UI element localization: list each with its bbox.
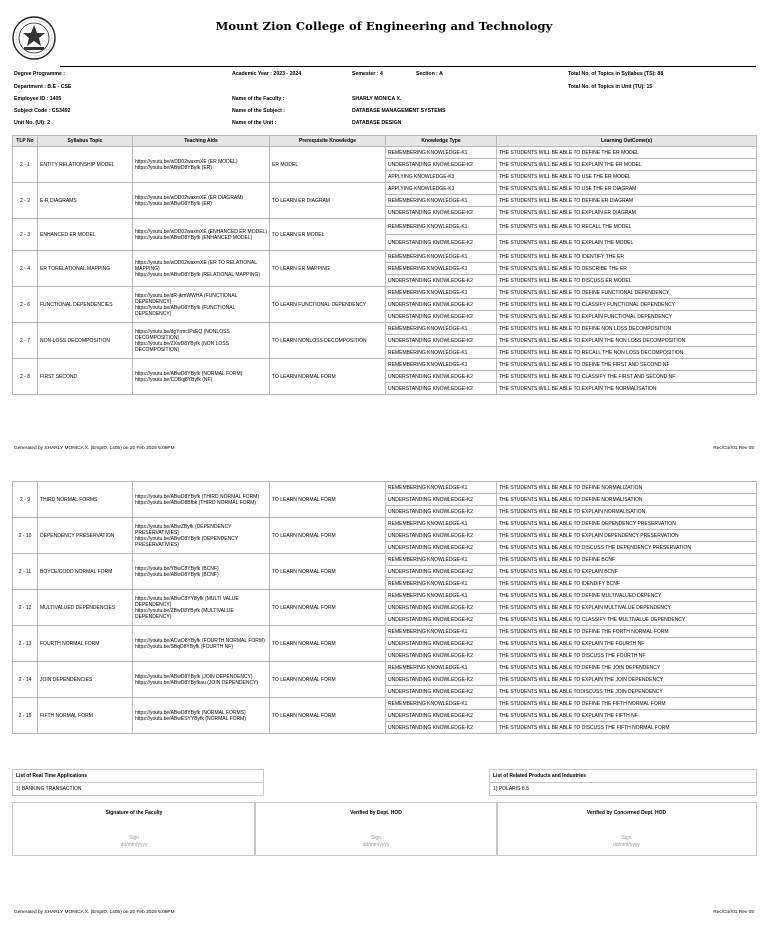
footer-ref: Rec/Cor/01 Rev 05 (713, 446, 754, 451)
prerequisite-cell: TO LEARN FUNCTIONAL DEPENDENCY (270, 287, 386, 323)
table-row (13, 662, 757, 674)
total-topics-syllabus: Total No. of Topics in Syllabus (TS): 88 (568, 71, 664, 77)
learning-outcome-cell: THE STUDENTS WILL BE ABLE TO DEFINE NORMALISATION (497, 494, 757, 506)
teaching-aids-cell: https://youtu.be/ABwZByfk (DEPENDENCY PRESERVATIVIES) https://youtu.be/ABwD8YByfk (DEPENDENCY PRESERVATIVIES) (133, 518, 270, 554)
learning-outcome-cell: THE STUDENTS WILL BE ABLE TO EXPLAIN THE ER MODEL (497, 159, 757, 171)
knowledge-type-cell: REMEMBERING KNOWLEDGE-K1 (386, 251, 497, 263)
knowledge-type-cell: APPLYING KNOWLEDGE-K3 (386, 171, 497, 183)
teaching-aids-cell: https://youtu.be/ABwD8YByfk (JOIN DEPENDENCY) https://youtu.be/ABwD8YByfkau (JOIN DEPENDENCY) (133, 662, 270, 698)
prerequisite-cell: TO LEARN NORMAL FORM (270, 590, 386, 626)
syllabus-topic-cell: FIRST SECOND (38, 359, 133, 395)
knowledge-type-cell: REMEMBERING KNOWLEDGE-K1 (386, 662, 497, 674)
table-row (13, 323, 757, 335)
lesson-plan-table-page-2 (12, 481, 757, 734)
knowledge-type-cell: REMEMBERING KNOWLEDGE-K1 (386, 554, 497, 566)
teaching-aids-cell: https://youtu.be/wDD02waxmXE (ENHANCED ER MODEL) https://youtu.be/ABwD8YByfk (ENHANCED MODEL) (133, 219, 270, 251)
teaching-aids-cell: https://youtu.be/ABwC8YYByfk (MULTI VALUE DEPENDENCY) https://youtu.be/ZBwD8YByfk (MULTIVALUE DEPENDENCY) (133, 590, 270, 626)
department: Department : B.E - CSE (14, 84, 72, 90)
learning-outcome-cell: THE STUDENTS WILL BE ABLE TO DEFINE THE FORTH NORMAL FORM (497, 626, 757, 638)
syllabus-topic-cell: E-R DIAGRAMS (38, 183, 133, 219)
learning-outcome-cell: THE STUDENTS WILL BE ABLE TO DEFINE THE JOIN DEPENDENCY (497, 662, 757, 674)
footer-generated-2: Generated by SHARLY MONICA X. (EmpID: 1405) on 20 Feb 2025 5:09PM (14, 910, 175, 915)
tlp-cell: 2 - 4 (13, 251, 38, 287)
knowledge-type-cell: UNDERSTANDING KNOWLEDGE-K2 (386, 638, 497, 650)
knowledge-type-cell: REMEMBERING KNOWLEDGE-K1 (386, 626, 497, 638)
teaching-aids-cell: https://youtu.be/wDD02waxmXE (ER DIAGRAM) https://youtu.be/ABwD8YByfk (ER) (133, 183, 270, 219)
col-header-tlp: TLP No (13, 136, 38, 147)
teaching-aids-cell: https://youtu.be/dgYrmcIPsEQ (NONLOSS DECOMPOSITION) https://youtu.be/ZXwD8YByfk (NON LOSS DECOMPOSITION) (133, 323, 270, 359)
learning-outcome-cell: THE STUDENTS WILL BE ABLE TO DEFINE FUNCTIONAL DEPENDENCY (497, 287, 757, 299)
learning-outcome-cell: THE STUDENTS WILL BE ABLE TO DEFINE DEPENDENCY PRESERVATION (497, 518, 757, 530)
academic-year: Academic Year : 2023 - 2024 (232, 71, 302, 77)
tlp-cell: 2 - 3 (13, 219, 38, 251)
tlp-cell: 2 - 1 (13, 147, 38, 183)
application-item: 1) BANKING TRANSACTION (16, 786, 82, 792)
subject-label: Name of the Subject : (232, 108, 286, 114)
syllabus-topic-cell: BOYCE/CODD NORMAL FORM (38, 554, 133, 590)
prerequisite-cell: ER MODEL (270, 147, 386, 183)
tlp-cell: 2 - 14 (13, 662, 38, 698)
col-header-aids: Teaching Aids (133, 136, 270, 147)
learning-outcome-cell: THE STUDENTS WILL BE ABLE TO EXPLAIN THE FOURTH NF (497, 638, 757, 650)
signature-faculty (12, 802, 256, 856)
teaching-aids-cell: https://youtu.be/ABwD8YByfk (NORMAL FORM) https://youtu.be/CDBqj8YByfk (NF) (133, 359, 270, 395)
learning-outcome-cell: THE STUDENTS WILL BE ABLE TO DISCUSS ER MODEL (497, 275, 757, 287)
table-row (13, 219, 757, 235)
learning-outcome-cell: THE STUDENTS WILL BE ABLE TO DEFINE NON LOSS DECOMPOSITION (497, 323, 757, 335)
col-header-outcome: Learning OutCome(s) (497, 136, 757, 147)
knowledge-type-cell: REMEMBERING KNOWLEDGE-K1 (386, 263, 497, 275)
table-row (13, 183, 757, 195)
syllabus-topic-cell: FIFTH NORMAL FORM (38, 698, 133, 734)
learning-outcome-cell: THE STUDENTS WILL BE ABLE TO USE THE ER MODEL (497, 171, 757, 183)
header-divider (60, 66, 756, 67)
applications-title: List of Real Time Applications (13, 770, 263, 783)
knowledge-type-cell: UNDERSTANDING KNOWLEDGE-K2 (386, 159, 497, 171)
knowledge-type-cell: UNDERSTANDING KNOWLEDGE-K2 (386, 383, 497, 395)
tlp-cell: 2 - 2 (13, 183, 38, 219)
tlp-cell: 2 - 9 (13, 482, 38, 518)
learning-outcome-cell: THE STUDENTS WILL BE ABLE TO DISCUSS THE FIFTH NORMAL FORM (497, 722, 757, 734)
syllabus-topic-cell: JOIN DEPENDENCIES (38, 662, 133, 698)
learning-outcome-cell: THE STUDENTS WILL BE ABLE TO IDENDIFY BCNF (497, 578, 757, 590)
table-row (13, 626, 757, 638)
semester: Semester : 4 (352, 71, 383, 77)
knowledge-type-cell: REMEMBERING KNOWLEDGE-K1 (386, 590, 497, 602)
table-header-row (13, 136, 757, 147)
prerequisite-cell: TO LEARN ER MAPPING (270, 251, 386, 287)
teaching-aids-cell: https://youtu.be/YBwC8YByfk (BCNF) https://youtu.be/ABwD8YByfk (BCNF) (133, 554, 270, 590)
table-row (13, 251, 757, 263)
knowledge-type-cell: UNDERSTANDING KNOWLEDGE-K2 (386, 335, 497, 347)
knowledge-type-cell: REMEMBERING KNOWLEDGE-K1 (386, 287, 497, 299)
knowledge-type-cell: REMEMBERING KNOWLEDGE-K1 (386, 195, 497, 207)
syllabus-topic-cell: NON-LOSS DECOMPOSITION (38, 323, 133, 359)
signature-concerned-hod-date: dd/mm/yyyy (613, 842, 640, 848)
syllabus-topic-cell: MULTIVALUED DEPENDENCIES (38, 590, 133, 626)
degree-programme: Degree Programme : (14, 71, 66, 77)
prerequisite-cell: TO LEARN NORMAL FORM (270, 359, 386, 395)
knowledge-type-cell: UNDERSTANDING KNOWLEDGE-K2 (386, 602, 497, 614)
learning-outcome-cell: THE STUDENTS WILL BE ABLE TO DEFINE THE ER MODEL (497, 147, 757, 159)
table-row (13, 482, 757, 494)
learning-outcome-cell: THE STUDENTS WILL BE ABLE TO EXPLAIN THE JOIN DEPENDENCY (497, 674, 757, 686)
signature-concerned-hod-sign: Sign (621, 835, 632, 841)
unit-name: DATABASE DESIGN (352, 120, 402, 126)
table-row (13, 590, 757, 602)
faculty-name: SHARLY MONICA X. (352, 96, 402, 102)
signature-concerned-hod-title: Verified by Concerned Dept. HOD (586, 810, 667, 816)
signature-faculty-title: Signature of the Faculty (105, 810, 163, 816)
signature-faculty-date: dd/mm/yyyy (120, 842, 148, 848)
syllabus-topic-cell: ER TORELATIONAL MAPPING (38, 251, 133, 287)
teaching-aids-cell: https://youtu.be/ACwD8YByfk (FOURTH NORMAL FORM) https://youtu.be/SBqD8YByfk (FOURTH NF) (133, 626, 270, 662)
syllabus-topic-cell: THIRD NORMAL FORMS (38, 482, 133, 518)
knowledge-type-cell: UNDERSTANDING KNOWLEDGE-K2 (386, 674, 497, 686)
table-row (13, 359, 757, 371)
prerequisite-cell: TO LEARN NORMAL FORM (270, 482, 386, 518)
section: Section : A (416, 71, 443, 77)
syllabus-topic-cell: DEPENDENCY PRESERVATION (38, 518, 133, 554)
knowledge-type-cell: REMEMBERING KNOWLEDGE-K1 (386, 219, 497, 235)
learning-outcome-cell: THE STUDENTS WILL BE ABLE TO EXPLAIN BCNF (497, 566, 757, 578)
learning-outcome-cell: THE STUDENTS WILL BE ABLE TO DEFINE ER DIAGRAM (497, 195, 757, 207)
learning-outcome-cell: THE STUDENTS WILL BE ABLE TO DEFINE NORMALIZATION (497, 482, 757, 494)
tlp-cell: 2 - 6 (13, 287, 38, 323)
knowledge-type-cell: REMEMBERING KNOWLEDGE-K1 (386, 147, 497, 159)
tlp-cell: 2 - 10 (13, 518, 38, 554)
signature-dept-hod-title: Verified by Dept. HOD (350, 810, 402, 816)
signature-dept-hod-sign: Sign (370, 835, 381, 841)
learning-outcome-cell: THE STUDENTS WILL BE ABLE TO DESCRIBE THE ER (497, 263, 757, 275)
lesson-plan-table-page-1 (12, 135, 757, 395)
learning-outcome-cell: THE STUDENTS WILL BE ABLE TO CLASSIFY FUNCTIONAL DEPENDENCY (497, 299, 757, 311)
knowledge-type-cell: UNDERSTANDING KNOWLEDGE-K2 (386, 494, 497, 506)
footer-ref-2: Rec/Cor/01 Rev 05 (713, 910, 754, 915)
knowledge-type-cell: UNDERSTANDING KNOWLEDGE-K2 (386, 506, 497, 518)
table-row (13, 554, 757, 566)
knowledge-type-cell: UNDERSTANDING KNOWLEDGE-K2 (386, 207, 497, 219)
knowledge-type-cell: REMEMBERING KNOWLEDGE-K1 (386, 359, 497, 371)
table-row (13, 698, 757, 710)
col-header-topic: Syllabus Topic (38, 136, 133, 147)
learning-outcome-cell: THE STUDENTS WILL BE ABLE TO DISCUSS THE DEPENDENCY PRESERVATION (497, 542, 757, 554)
table-row (13, 518, 757, 530)
knowledge-type-cell: UNDERSTANDING KNOWLEDGE-K2 (386, 235, 497, 251)
learning-outcome-cell: THE STUDENTS WILL BE ABLE TO EXPLAIN THE FIFTH NF (497, 710, 757, 722)
prerequisite-cell: TO LEARN NORMAL FORM (270, 518, 386, 554)
table-row (13, 287, 757, 299)
knowledge-type-cell: UNDERSTANDING KNOWLEDGE-K2 (386, 566, 497, 578)
learning-outcome-cell: THE STUDENTS WILL BE ABLE TO EXPLAIN FUNCTIONAL DEPENDENCY (497, 311, 757, 323)
knowledge-type-cell: REMEMBERING KNOWLEDGE-K1 (386, 482, 497, 494)
prerequisite-cell: TO LEARN NORMAL FORM (270, 554, 386, 590)
table-row (13, 147, 757, 159)
knowledge-type-cell: UNDERSTANDING KNOWLEDGE-K2 (386, 686, 497, 698)
knowledge-type-cell: UNDERSTANDING KNOWLEDGE-K2 (386, 371, 497, 383)
teaching-aids-cell: https://youtu.be/wDD02waxmXE (ER TO RELATIONAL MAPPING) https://youtu.be/ABwD8YByfk (RELATIONAL MAPPING) (133, 251, 270, 287)
signature-dept-hod (254, 802, 498, 856)
syllabus-topic-cell: ENHANCED ER MODEL (38, 219, 133, 251)
prerequisite-cell: TO LEARN NORMAL FORM (270, 626, 386, 662)
learning-outcome-cell: THE STUDENTS WILL BE ABLE TO DEFINE THE FIFTH NORMAL FORM (497, 698, 757, 710)
subject-code: Subject Code : CS3492 (14, 108, 71, 114)
signature-faculty-sign: Sign (128, 835, 139, 841)
teaching-aids-cell: https://youtu.be/ABwD8YByfk (NORMAL FORMS) https://youtu.be/ABwESYYByfk (NORMAL FORM) (133, 698, 270, 734)
footer-generated: Generated by SHARLY MONICA X. (EmpID: 1405) on 20 Feb 2025 5:09PM (14, 446, 175, 451)
learning-outcome-cell: THE STUDENTS WILL BE ABLE TO CLASSIFY THE MULTIVALUE DEPENDENCY (497, 614, 757, 626)
learning-outcome-cell: THE STUDENTS WILL BE ABLE TO EXPLAIN MULTIVALUE DEPENDENCY (497, 602, 757, 614)
product-item: 1) POLARIS 8.5 (493, 786, 529, 792)
signature-concerned-hod (496, 802, 757, 856)
tlp-cell: 2 - 8 (13, 359, 38, 395)
learning-outcome-cell: THE STUDENTS WILL BE ABLE TO EXPLAIN THE MODEL (497, 235, 757, 251)
learning-outcome-cell: THE STUDENTS WILL BE ABLE TO DEFINE MULTIVALUED DEPENCY (497, 590, 757, 602)
tlp-cell: 2 - 15 (13, 698, 38, 734)
unit-no: Unit No. (UI): 2 (14, 120, 51, 126)
tlp-cell: 2 - 13 (13, 626, 38, 662)
college-name: Mount Zion College of Engineering and Technology (215, 19, 553, 33)
learning-outcome-cell: THE STUDENTS WILL BE ABLE TO RECALL THE NON LOSS DECOMPOSITION (497, 347, 757, 359)
learning-outcome-cell: THE STUDENTS WILL BE ABLE TO CLASSIFY THE FIRST AND SECOND NF (497, 371, 757, 383)
knowledge-type-cell: UNDERSTANDING KNOWLEDGE-K2 (386, 275, 497, 287)
syllabus-topic-cell: FUNCTIONAL DEPENDENCIES (38, 287, 133, 323)
tlp-cell: 2 - 7 (13, 323, 38, 359)
knowledge-type-cell: REMEMBERING KNOWLEDGE-K1 (386, 698, 497, 710)
learning-outcome-cell: THE STUDENTS WILL BE ABLE TO IDENTIFY THE ER (497, 251, 757, 263)
prerequisite-cell: TO LEARN NORMAL FORM (270, 662, 386, 698)
unit-label: Name of the Unit : (232, 120, 277, 126)
knowledge-type-cell: APPLYING KNOWLEDGE-K3 (386, 183, 497, 195)
syllabus-topic-cell: ENTITY RELATIONSHIP MODEL (38, 147, 133, 183)
knowledge-type-cell: UNDERSTANDING KNOWLEDGE-K2 (386, 650, 497, 662)
related-products (489, 769, 757, 796)
learning-outcome-cell: THE STUDENTS WILL BE ABLE TO EXPLAIN DEPENDENCY PRESERVATION (497, 530, 757, 542)
learning-outcome-cell: THE STUDENTS WILL BE ABLE TO RECALL THE MODEL (497, 219, 757, 235)
real-time-applications (12, 769, 264, 796)
learning-outcome-cell: THE STUDENTS WILL BE ABLE TO DISCUSS THE FOURTH NF (497, 650, 757, 662)
learning-outcome-cell: THE STUDENTS WILL BE ABLE TO DEFINE BCNF (497, 554, 757, 566)
learning-outcome-cell: THE STUDENTS WILL BE ABLE TO EXPLAIN ER DIAGRAM (497, 207, 757, 219)
teaching-aids-cell: https://youtu.be/dR-jkmWWHA (FUNCTIONAL DEPENDENCY) https://youtu.be/ABwD8YByfk (FUNCTIONAL DEPENDENCY) (133, 287, 270, 323)
teaching-aids-cell: https://youtu.be/ABwD8YByfk (THIRD NORMAL FORM) https://youtu.be/ABwD8Bfbk (THIRD NORMAL FORM) (133, 482, 270, 518)
learning-outcome-cell: THE STUDENTS WILL BE ABLE TO EXPLAIN THE NORMALISATION (497, 383, 757, 395)
knowledge-type-cell: UNDERSTANDING KNOWLEDGE-K2 (386, 299, 497, 311)
signature-dept-hod-date: dd/mm/yyyy (362, 842, 390, 848)
faculty-label: Name of the Faculty : (232, 96, 285, 102)
prerequisite-cell: TO LEARN NONLOSS DECOMPOSITION (270, 323, 386, 359)
learning-outcome-cell: THE STUDENTS WILL BE ABLE TO USE THE ER DIAGRAM (497, 183, 757, 195)
learning-outcome-cell: THE STUDENTS WILL BE ABLE TO DEFINE THE FIRST AND SECOND NF (497, 359, 757, 371)
products-title: List of Related Products and Industries (490, 770, 756, 783)
knowledge-type-cell: REMEMBERING KNOWLEDGE-K1 (386, 518, 497, 530)
knowledge-type-cell: UNDERSTANDING KNOWLEDGE-K2 (386, 542, 497, 554)
prerequisite-cell: TO LEARN ER MODEL (270, 219, 386, 251)
knowledge-type-cell: UNDERSTANDING KNOWLEDGE-K2 (386, 710, 497, 722)
syllabus-topic-cell: FOURTH NORMAL FORM (38, 626, 133, 662)
knowledge-type-cell: UNDERSTANDING KNOWLEDGE-K2 (386, 530, 497, 542)
subject-name: DATABASE MANAGEMENT SYSTEMS (352, 108, 446, 114)
total-topics-unit: Total No. of Topics in Unit (TU): 15 (568, 84, 653, 90)
learning-outcome-cell: THE STUDENTS WILL BE ABLE TO EXPLAIN THE NON LOSS DECOMPOSITION (497, 335, 757, 347)
col-header-knowledge-type: Knowledge Type (386, 136, 497, 147)
prerequisite-cell: TO LEARN NORMAL FORM (270, 698, 386, 734)
prerequisite-cell: TO LEARN ER DIAGRAM (270, 183, 386, 219)
employee-id: Employee ID : 1405 (14, 96, 62, 102)
tlp-cell: 2 - 12 (13, 590, 38, 626)
learning-outcome-cell: THE STUDENTS WILL BE ABLE TO EXPLAIN NORMALISATION (497, 506, 757, 518)
knowledge-type-cell: UNDERSTANDING KNOWLEDGE-K2 (386, 614, 497, 626)
tlp-cell: 2 - 11 (13, 554, 38, 590)
knowledge-type-cell: REMEMBERING KNOWLEDGE-K1 (386, 578, 497, 590)
teaching-aids-cell: https://youtu.be/wDD02waxmXE (ER MODEL) https://youtu.be/ABwD8YByfk (ER) (133, 147, 270, 183)
col-header-prereq: Prerequisite Knowledge (270, 136, 386, 147)
knowledge-type-cell: REMEMBERING KNOWLEDGE-K1 (386, 347, 497, 359)
knowledge-type-cell: REMEMBERING KNOWLEDGE-K1 (386, 323, 497, 335)
knowledge-type-cell: UNDERSTANDING KNOWLEDGE-K2 (386, 722, 497, 734)
knowledge-type-cell: UNDERSTANDING KNOWLEDGE-K2 (386, 311, 497, 323)
learning-outcome-cell: THE STUDENTS WILL BE ABLE TODISCUSS THE JOIN DEPENDENCY (497, 686, 757, 698)
